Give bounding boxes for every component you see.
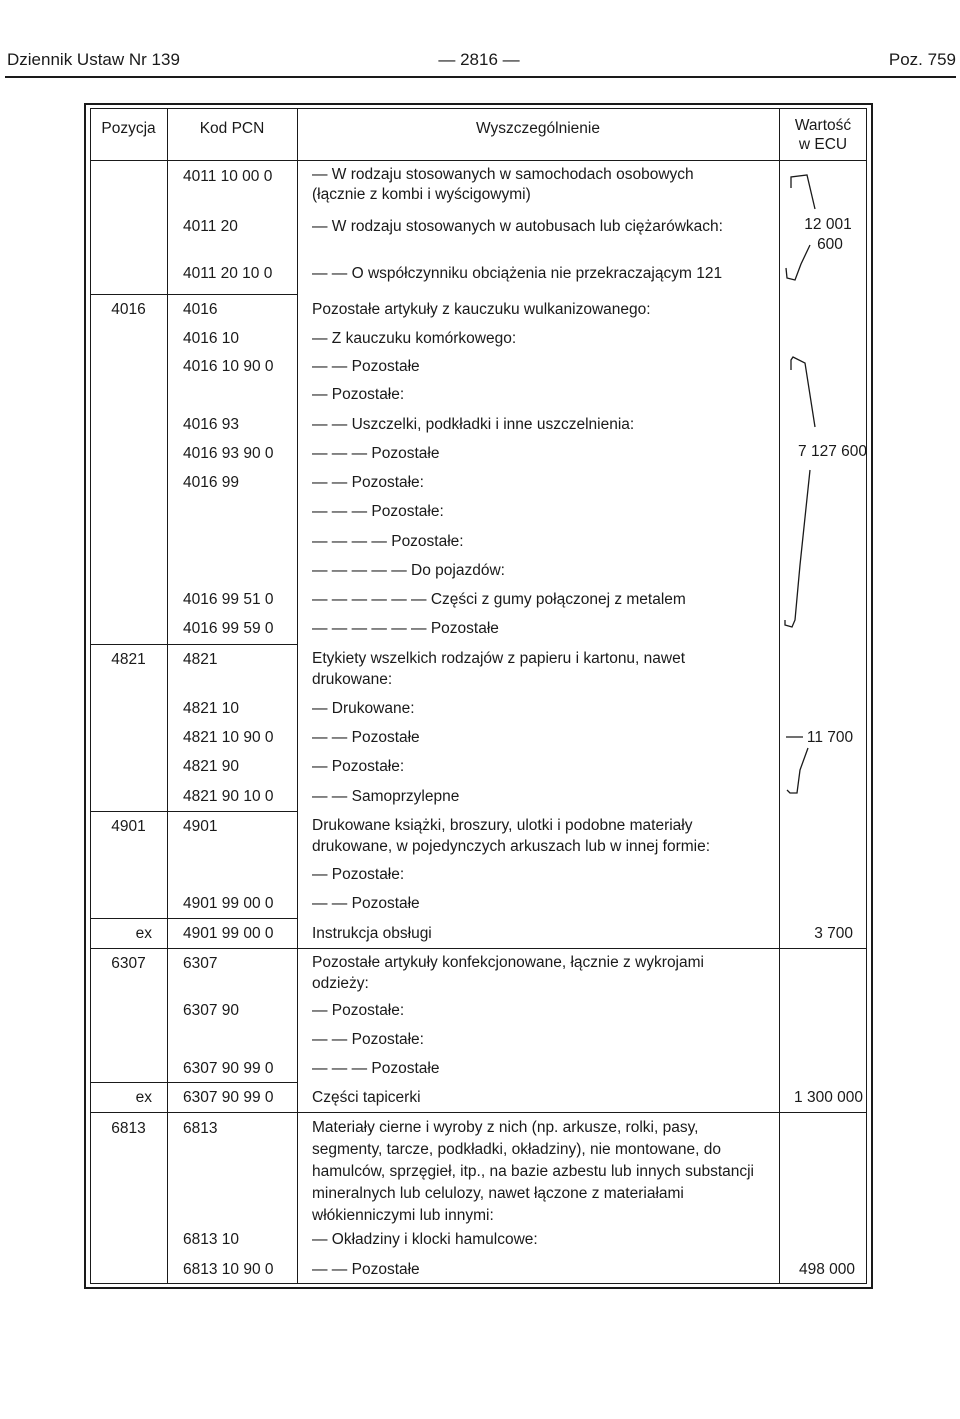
description-cell: — Okładziny i klocki hamulcowe: [312, 1231, 538, 1248]
description-cell: — Drukowane: [312, 700, 415, 717]
code-cell: 4821 10 [183, 700, 240, 717]
code-cell: 6307 90 [183, 1002, 240, 1019]
position-cell: 4901 [111, 818, 146, 835]
code-cell: 4901 99 00 0 [183, 925, 274, 942]
column-header-pozycja: Pozycja [101, 120, 156, 137]
column-header-wartosc: Wartość [794, 117, 852, 134]
description-cell: — Pozostałe: [312, 1002, 405, 1019]
description-cell: Pozostałe artykuły konfekcjonowane, łącznie z wykrojami odzieży: [312, 954, 704, 992]
description-cell: — — Pozostałe [312, 358, 420, 375]
description-cell: — Pozostałe: [312, 866, 405, 883]
bracket-line [787, 748, 808, 793]
code-cell: 6307 [183, 955, 218, 972]
description-cell: Etykiety wszelkich rodzajów z papieru i kartonu, nawet drukowane: [312, 650, 686, 688]
position-cell: 4016 [111, 301, 146, 318]
column-header-opis: Wyszczególnienie [476, 120, 600, 137]
description-cell: — — — Pozostałe [312, 1060, 440, 1077]
page-number: — 2816 — [438, 50, 520, 69]
description-cell: — — Samoprzylepne [312, 788, 460, 805]
code-cell: 6307 90 99 0 [183, 1089, 274, 1106]
position-cell: 6307 [111, 955, 146, 972]
code-cell: 4016 99 59 0 [183, 620, 274, 637]
description-cell: — — — Pozostałe [312, 445, 440, 462]
position-number: Poz. 759 [888, 50, 956, 69]
bracket-line [791, 175, 815, 209]
description-cell: — — Pozostałe [312, 895, 420, 912]
description-cell: — — — Pozostałe: [312, 503, 444, 520]
bracket-line [785, 470, 810, 627]
description-cell: — — — — — Do pojazdów: [312, 562, 505, 579]
column-header-kod: Kod PCN [199, 120, 265, 137]
description-cell: Pozostałe artykuły z kauczuku wulkanizowanego: [312, 301, 651, 318]
code-cell: 4901 99 00 0 [183, 895, 274, 912]
description-cell: — — — — Pozostałe: [312, 533, 464, 550]
code-cell: 4016 [183, 301, 218, 318]
code-cell: 4016 93 90 0 [183, 445, 274, 462]
description-cell: — Pozostałe: [312, 758, 405, 775]
code-cell: 4821 90 10 0 [183, 788, 274, 805]
position-cell: ex [135, 1089, 152, 1106]
code-cell: 4016 93 [183, 416, 240, 433]
code-cell: 4016 99 51 0 [183, 591, 274, 608]
description-cell: Drukowane książki, broszury, ulotki i podobne materiały drukowane, w pojedynczych arkuszach lub w innej formie: [312, 817, 711, 855]
description-cell: — — O współczynniku obciążenia nie przekraczającym 121 [312, 265, 723, 282]
position-cell: 4821 [111, 651, 146, 668]
code-cell: 4016 10 90 0 [183, 358, 274, 375]
bracket-line [791, 357, 815, 427]
code-cell: 4011 20 10 0 [183, 265, 273, 282]
bracket-line [786, 245, 810, 280]
code-cell: 4821 90 [183, 758, 240, 775]
value-cell: 12 001 [804, 216, 852, 233]
value-cell: 600 [817, 236, 843, 253]
value-cell: 7 127 600 [798, 443, 867, 460]
code-cell: 6813 10 90 0 [183, 1261, 274, 1278]
code-cell: 6813 [183, 1120, 218, 1137]
position-cell: 6813 [111, 1120, 146, 1137]
value-cell: 11 700 [806, 729, 854, 746]
description-cell: — — — — — — Części z gumy połączonej z metalem [312, 591, 686, 608]
code-cell: 4821 [183, 651, 218, 668]
description-cell: — — Uszczelki, podkładki i inne uszczelnienia: [312, 416, 635, 433]
code-cell: 4016 10 [183, 330, 240, 347]
column-header-wartosc-unit: w ECU [798, 136, 848, 153]
value-cell: 3 700 [814, 925, 853, 942]
description-cell: — W rodzaju stosowanych w autobusach lub ciężarówkach: [312, 218, 723, 235]
code-cell: 6813 10 [183, 1231, 240, 1248]
code-cell: 4016 99 [183, 474, 240, 491]
description-cell: — — Pozostałe [312, 729, 420, 746]
description-cell: Części tapicerki [312, 1089, 421, 1106]
description-cell: — Pozostałe: [312, 386, 405, 403]
value-cell: 1 300 000 [794, 1089, 863, 1106]
description-cell: Instrukcja obsługi [312, 925, 432, 942]
code-cell: 4011 10 00 0 [183, 168, 273, 185]
description-cell: — Z kauczuku komórkowego: [312, 330, 517, 347]
code-cell: 4011 20 [183, 218, 238, 235]
description-cell: Materiały cierne i wyroby z nich (np. arkusze, rolki, pasy, segmenty, tarcze, podkładki, okładziny), nie montowane, do hamulców, sprzęgieł, itp., na bazie azbestu lub innych substancji mineralnych lub celulozy, nawet łączone z materiałami włókienniczymi lub innymi: [312, 1119, 754, 1224]
description-cell: — W rodzaju stosowanych w samochodach osobowych (łącznie z kombi i wyścigowymi) [312, 166, 694, 203]
code-cell: 4901 [183, 818, 218, 835]
journal-title: Dziennik Ustaw Nr 139 [7, 50, 180, 69]
code-cell: 6307 90 99 0 [183, 1060, 274, 1077]
code-cell: 4821 10 90 0 [183, 729, 274, 746]
description-cell: — — Pozostałe: [312, 474, 424, 491]
position-cell: ex [135, 925, 152, 942]
value-cell: 498 000 [798, 1261, 855, 1278]
description-cell: — — Pozostałe [312, 1261, 420, 1278]
description-cell: — — Pozostałe: [312, 1031, 424, 1048]
description-cell: — — — — — — Pozostałe [312, 620, 499, 637]
